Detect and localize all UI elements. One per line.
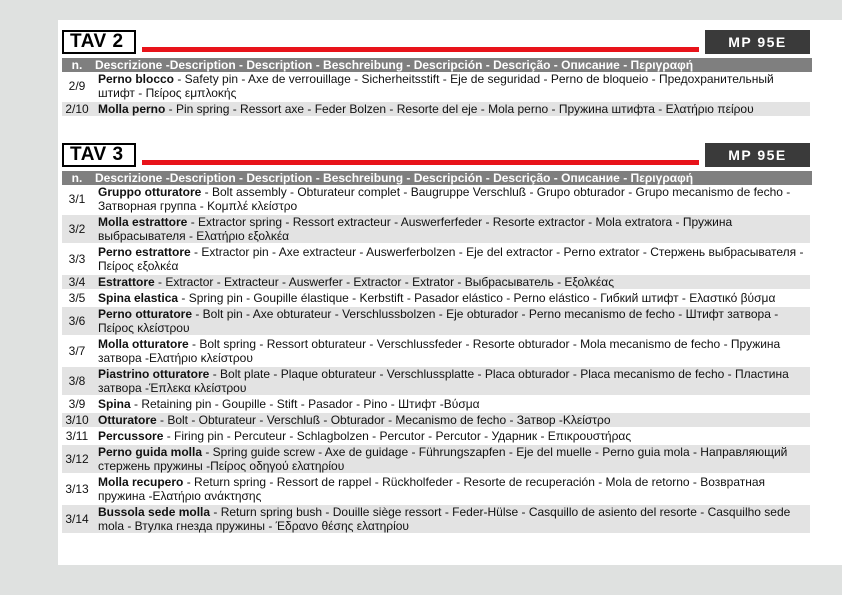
table-row [62,72,810,101]
part-number: 3/7 [62,336,95,366]
part-number: 3/3 [62,244,95,274]
table-row [62,101,810,116]
part-number: 3/2 [62,214,95,244]
part-name-italian: Spina [98,397,131,411]
column-description: Descrizione -Description - Description - Beschreibung - Descripción - Descrição - Описание - Περιγραφή [95,58,694,72]
tav-2-title: TAV 2 [62,30,136,54]
table-row [62,396,810,412]
part-name-italian: Molla otturatore [98,337,189,351]
part-name-italian: Piastrino otturatore [98,367,210,381]
part-translations: - Pin spring - Ressort axe - Feder Bolzen - Resorte del eje - Mola perno - Пружина штифта - Ελατήριο πείρου [165,102,754,116]
part-name-italian: Perno estrattore [98,245,191,259]
column-description: Descrizione -Description - Description - Beschreibung - Descripción - Descrição - Описание - Περιγραφή [95,171,694,185]
part-description [95,185,810,214]
column-header [62,58,812,72]
tav-2-section [62,30,812,116]
part-description [95,474,810,504]
part-name-italian: Perno guida molla [98,445,203,459]
part-description [95,396,810,412]
part-translations: - Spring guide screw - Axe de guidage - Führungszapfen - Eje del muelle - Perno guia mola - Направляющий стержень пружины -Πείρος οδηγού ελατηρίου [98,445,788,473]
part-description [95,504,810,533]
part-description [95,428,810,444]
part-description [95,72,810,101]
part-number: 3/10 [62,412,95,428]
table-row [62,444,810,474]
part-number: 2/9 [68,79,86,93]
part-number: 3/12 [62,444,95,474]
part-name-italian: Otturatore [98,413,157,427]
tav-3-title: TAV 3 [62,143,136,167]
red-divider [142,160,699,165]
column-n: n. [71,58,83,72]
part-name-italian: Spina elastica [98,291,179,305]
part-translations: - Return spring - Ressort de rappel - Rückholfeder - Resorte de recuperación - Mola de retorno - Возвратная пружина -Ελατήριο ανάκτησης [98,475,766,503]
part-description [95,412,810,428]
part-number: 3/6 [62,306,95,336]
part-name-italian: Molla recupero [98,475,184,489]
part-name-italian: Estrattore [98,275,155,289]
table-row [62,412,810,428]
model-badge: MP 95E [705,143,810,167]
part-name-italian: Perno otturatore [98,307,193,321]
part-number: 3/1 [68,192,86,206]
column-n: n. [71,171,83,185]
part-translations: - Bolt plate - Plaque obturateur - Verschlussplatte - Placa obturador - Placa mecanismo de fecho - Пластина затвора -Έπλεκα κλείστρου [98,367,789,395]
table-row [62,244,810,274]
part-name-italian: Bussola sede molla [98,505,211,519]
part-translations: - Firing pin - Percuteur - Schlagbolzen - Percutor - Percutor - Ударник - Επικρουστήρας [163,429,632,443]
part-description [95,101,810,116]
part-translations: - Bolt assembly - Obturateur complet - Baugruppe Verschluß - Grupo obturador - Grupo mecanismo de fecho - Затворная группа - Κομπλέ κλείστρο [98,185,791,213]
table-row [62,428,810,444]
model-badge: MP 95E [705,30,810,54]
part-translations: - Safety pin - Axe de verrouillage - Sicherheitsstift - Eje de seguridad - Perno de bloqueio - Предохранительный штифт - Πείρος εμπλοκής [98,72,774,100]
table-row [62,214,810,244]
table-row [62,474,810,504]
part-number: 3/4 [62,274,95,290]
part-translations: - Retaining pin - Goupille - Stift - Pasador - Pino - Штифт -Βύσμα [130,397,480,411]
part-number: 3/5 [62,290,95,306]
catalog-page [58,20,842,565]
part-number: 2/10 [62,101,95,116]
part-translations: - Extractor - Extracteur - Auswerfer - Extractor - Extrator - Выбрасыватель - Εξολκέας [154,275,614,289]
part-description [95,336,810,366]
part-translations: - Extractor spring - Ressort extracteur - Auswerferfeder - Resorte extractor - Mola extratora - Пружина выбрасывателя - Ελατήριο εξολκέα [98,215,733,243]
part-description [95,244,810,274]
part-translations: - Bolt pin - Axe obturateur - Verschlussbolzen - Eje obturador - Perno mecanismo de fecho - Штифт затвора - Πείρος κλείστρου [98,307,779,335]
tav-3-header [62,143,812,169]
part-description [95,290,810,306]
part-name-italian: Gruppo otturatore [98,185,202,199]
part-description [95,274,810,290]
part-name-italian: Percussore [98,429,164,443]
table-row [62,290,810,306]
part-name-italian: Molla perno [98,102,166,116]
part-translations: - Return spring bush - Douille siège ressort - Feder-Hülse - Casquillo de asiento del resorte - Casquilho sede mola - Втулка гнезда пружины - Έδρανο θέσης ελατηρίου [98,505,791,533]
part-description [95,306,810,336]
table-row [62,274,810,290]
table-row [62,336,810,366]
part-number: 3/14 [62,504,95,533]
tav-3-section [62,143,812,533]
part-translations: - Extractor pin - Axe extracteur - Auswerferbolzen - Eje del extractor - Perno extrator - Стержень выбрасывателя - Πείρος εξολκέα [98,245,804,273]
part-number: 3/8 [62,366,95,396]
table-row [62,185,810,214]
part-translations: - Bolt - Obturateur - Verschluß - Obturador - Mecanismo de fecho - Затвор -Κλείστρο [156,413,611,427]
part-number: 3/9 [62,396,95,412]
part-name-italian: Molla estrattore [98,215,188,229]
red-divider [142,47,699,52]
tav-2-header [62,30,812,56]
table-row [62,306,810,336]
part-translations: - Spring pin - Goupille élastique - Kerbstift - Pasador elástico - Perno elástico - Гибкий штифт - Ελαστικό βύσμα [178,291,776,305]
part-number: 3/11 [62,428,95,444]
table-row [62,366,810,396]
part-description [95,214,810,244]
tav-2-parts-table [62,72,810,116]
tav-3-parts-table [62,185,810,533]
part-name-italian: Perno blocco [98,72,175,86]
part-description [95,366,810,396]
part-translations: - Bolt spring - Ressort obturateur - Verschlussfeder - Resorte obturador - Mola mecanismo de fecho - Пружина затвора -Ελατήριο κλείστρου [98,337,781,365]
part-number: 3/13 [62,474,95,504]
part-description [95,444,810,474]
table-row [62,504,810,533]
column-header [62,171,812,185]
